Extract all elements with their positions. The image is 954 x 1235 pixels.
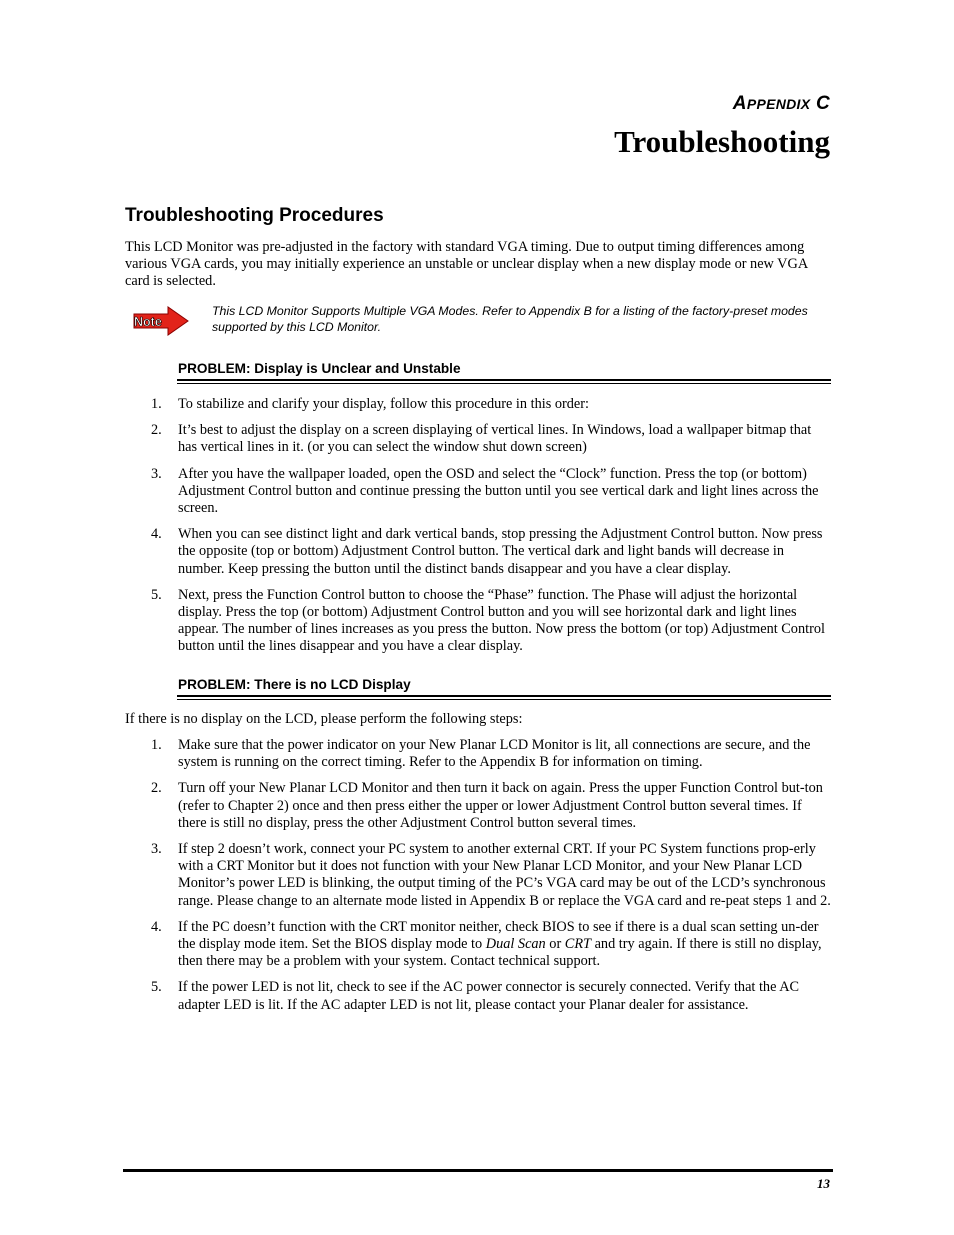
list-item (125, 919, 833, 971)
step-number: 4. (151, 526, 162, 543)
step-text: To stabilize and clarify your display, follow this procedure in this order: (178, 396, 589, 412)
step-number: 3. (151, 841, 162, 858)
step-text: When you can see distinct light and dark vertical bands, stop pressing the Adjustment Control button. Now press the opposite (top or bottom) Adjustment Control button. The vertical dark and light bands will decrease in number. Keep pressing the button until the distinct bands disappear and you have a clear display. (178, 526, 823, 577)
list-item (125, 526, 833, 578)
list-item (125, 396, 833, 413)
list-item (125, 737, 833, 771)
problem2-steps (125, 737, 833, 1023)
step-text: or (545, 936, 565, 953)
section-heading: Troubleshooting Procedures (125, 205, 384, 226)
step-text: If the PC doesn’t function with the CRT monitor neither, check BIOS to see if there is a dual scan setting un-der the display mode item. Set the BIOS display mode to (178, 918, 819, 953)
step-number: 3. (151, 465, 162, 482)
intro-paragraph: This LCD Monitor was pre-adjusted in the factory with standard VGA timing. Due to output timing differences among various VGA cards, you may initially experience an unstable or unclear display when a new display mode or new VGA card is selected. (125, 239, 808, 290)
step-text: and try again. If there is still no display, then there may be a problem with your system. Contact technical support. (178, 936, 822, 970)
step-emphasis: CRT (564, 936, 592, 953)
problem1-steps (125, 396, 833, 665)
step-text: Make sure that the power indicator on your New Planar LCD Monitor is lit, all connections are secure, and the system is running on the correct timing. Refer to the Appendix B for information on timing. (178, 737, 811, 771)
step-number: 5. (151, 979, 162, 996)
step-text: It’s best to adjust the display on a screen displaying of vertical lines. In Windows, load a wallpaper bitmap that has vertical lines in it. (or you can select the window shut down screen) (178, 422, 812, 456)
list-item (125, 841, 833, 910)
appendix-initial: A (732, 93, 747, 114)
step-number: 5. (151, 586, 162, 603)
step-text: Next, press the Function Control button to choose the “Phase” function. The Phase will adjust the horizontal display. Press the top (or bottom) Adjustment Control button and you will see horizontal dark and light lines appear. The number of lines increases as you press the button. Now press the bottom (or top) Adjustment Control button until the lines disappear and you have a clear display. (178, 586, 825, 655)
appendix-letter: C (815, 93, 830, 114)
step-text: If the power LED is not lit, check to see if the AC power connector is securely connected. Verify that the AC adapter LED is lit. If the AC adapter LED is not lit, please contact your Planar dealer for assistance. (178, 979, 800, 1013)
problem-rule (177, 695, 831, 700)
step-text: After you have the wallpaper loaded, open the OSD and select the “Clock” function. Press the top (or bottom) Adjustment Control button and continue pressing the button until you see vertical dark and light lines across the screen. (178, 465, 819, 517)
step-number: 2. (151, 422, 162, 439)
list-item (125, 979, 833, 1013)
step-text: If step 2 doesn’t work, connect your PC system to another external CRT. If your PC System functions prop-erly with a CRT Monitor but it does not function with your New Planar LCD Monitor, and your New Planar LCD Monitor’s power LED is blinking, the output timing of the PC’s VGA card may be out of the LCD’s synchronous range. Please change to an alternate mode listed in Appendix B or replace the VGA card and re-peat steps 1 and 2. (178, 841, 831, 909)
page-number: 13 (817, 1176, 830, 1191)
step-number: 1. (151, 737, 162, 753)
footer-rule (123, 1169, 833, 1172)
problem-heading-unclear: PROBLEM: Display is Unclear and Unstable (178, 361, 461, 376)
list-item (125, 587, 833, 656)
step-number: 2. (151, 780, 162, 797)
note-icon-label: Note (134, 315, 162, 329)
step-text: Turn off your New Planar LCD Monitor and then turn it back on again. Press the upper Function Control but-ton (refer to Chapter 2) once and then press either the upper or lower Adjustment Control button several times. If there is still no display, press the other Adjustment Control button several times. (178, 780, 823, 831)
step-emphasis: Dual Scan (485, 936, 546, 953)
problem-rule (177, 379, 831, 384)
list-item (125, 422, 833, 456)
problem-heading-no-display: PROBLEM: There is no LCD Display (178, 677, 411, 692)
list-item (125, 466, 833, 518)
note-text: This LCD Monitor Supports Multiple VGA Modes. Refer to Appendix B for a listing of the factory-preset modes supported by this LCD Monitor. (212, 304, 808, 334)
chapter-title: Troubleshooting (614, 124, 830, 159)
problem2-lead: If there is no display on the LCD, please perform the following steps: (125, 711, 523, 727)
appendix-word: PPENDIX (746, 96, 811, 112)
appendix-label (733, 93, 830, 115)
step-number: 1. (151, 396, 162, 412)
step-number: 4. (151, 918, 162, 935)
note-arrow-icon (132, 305, 190, 337)
list-item (125, 780, 833, 832)
